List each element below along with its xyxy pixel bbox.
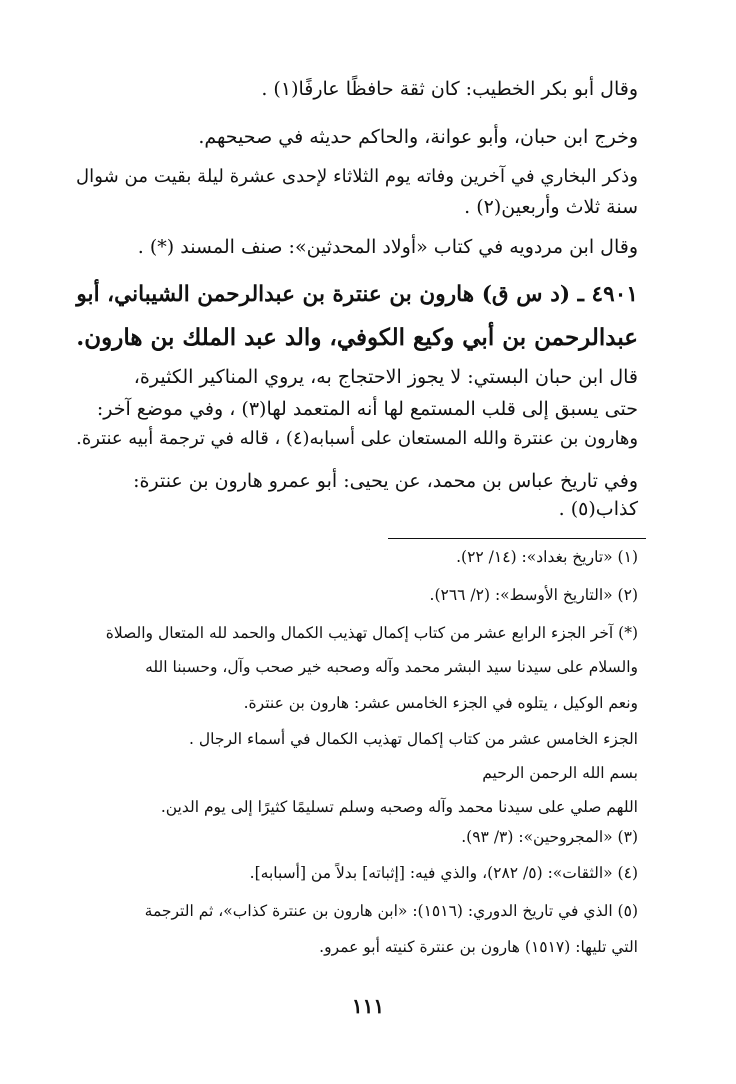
footnote-line: الجزء الخامس عشر من كتاب إكمال تهذيب الكمال في أسماء الرجال . bbox=[189, 730, 638, 748]
footnote-line: (*) آخر الجزء الرابع عشر من كتاب إكمال تهذيب الكمال والحمد لله المتعال والصلاة bbox=[105, 624, 638, 642]
footnote-line: (٢) «التاريخ الأوسط»: (٢/ ٢٦٦). bbox=[429, 586, 638, 604]
body-line: قال ابن حبان البستي: لا يجوز الاحتجاج به، يروي المناكير الكثيرة، bbox=[133, 366, 638, 388]
footnote-line: (٣) «المجروحين»: (٣/ ٩٣). bbox=[461, 828, 638, 846]
footnote-line: والسلام على سيدنا سيد البشر محمد وآله وصحبه خير صحب وآل، وحسبنا الله bbox=[145, 658, 638, 676]
body-line: وفي تاريخ عباس بن محمد، عن يحيى: أبو عمرو هارون بن عنترة: bbox=[133, 470, 638, 492]
body-paragraph: سنة ثلاث وأربعين(٢) . bbox=[464, 196, 638, 218]
footnote-line: (٥) الذي في تاريخ الدوري: (١٥١٦): «ابن هارون بن عنترة كذاب»، ثم الترجمة bbox=[144, 902, 638, 920]
footnote-line: التي تليها: (١٥١٧) هارون بن عنترة كنيته أبو عمرو. bbox=[319, 938, 638, 956]
footnote-line: ونعم الوكيل ، يتلوه في الجزء الخامس عشر: هارون بن عنترة. bbox=[243, 694, 638, 712]
footnote-line: (٤) «الثقات»: (٥/ ٢٨٢)، والذي فيه: [إثباته] بدلاً من [أسبابه]. bbox=[249, 864, 638, 882]
body-line: وهارون بن عنترة والله المستعان على أسبابه(٤) ، قاله في ترجمة أبيه عنترة. bbox=[76, 428, 638, 449]
body-line: كذاب(٥) . bbox=[558, 498, 638, 520]
body-paragraph: وقال أبو بكر الخطيب: كان ثقة حافظًا عارفًا(١) . bbox=[261, 78, 638, 100]
footnote-separator bbox=[388, 538, 646, 539]
entry-heading-line: عبدالرحمن بن أبي وكيع الكوفي، والد عبد الملك بن هارون. bbox=[76, 324, 638, 351]
entry-heading-line: ٤٩٠١ ـ (د س ق) هارون بن عنترة بن عبدالرحمن الشيباني، أبو bbox=[76, 282, 638, 307]
page-number: ١١١ bbox=[351, 994, 385, 1018]
footnote-line: بسم الله الرحمن الرحيم bbox=[482, 764, 638, 782]
body-paragraph: وخرج ابن حبان، وأبو عوانة، والحاكم حديثه في صحيحهم. bbox=[198, 126, 638, 148]
footnote-line: اللهم صلي على سيدنا محمد وآله وصحبه وسلم تسليمًا كثيرًا إلى يوم الدين. bbox=[160, 798, 638, 816]
body-line: حتى يسبق إلى قلب المستمع لها أنه المتعمد لها(٣) ، وفي موضع آخر: bbox=[96, 398, 638, 420]
footnote-line: (١) «تاريخ بغداد»: (١٤/ ٢٢). bbox=[456, 548, 638, 566]
body-paragraph: وقال ابن مردويه في كتاب «أولاد المحدثين»: صنف المسند (*) . bbox=[137, 236, 638, 258]
body-paragraph: وذكر البخاري في آخرين وفاته يوم الثلاثاء لإحدى عشرة ليلة بقيت من شوال bbox=[75, 166, 638, 187]
